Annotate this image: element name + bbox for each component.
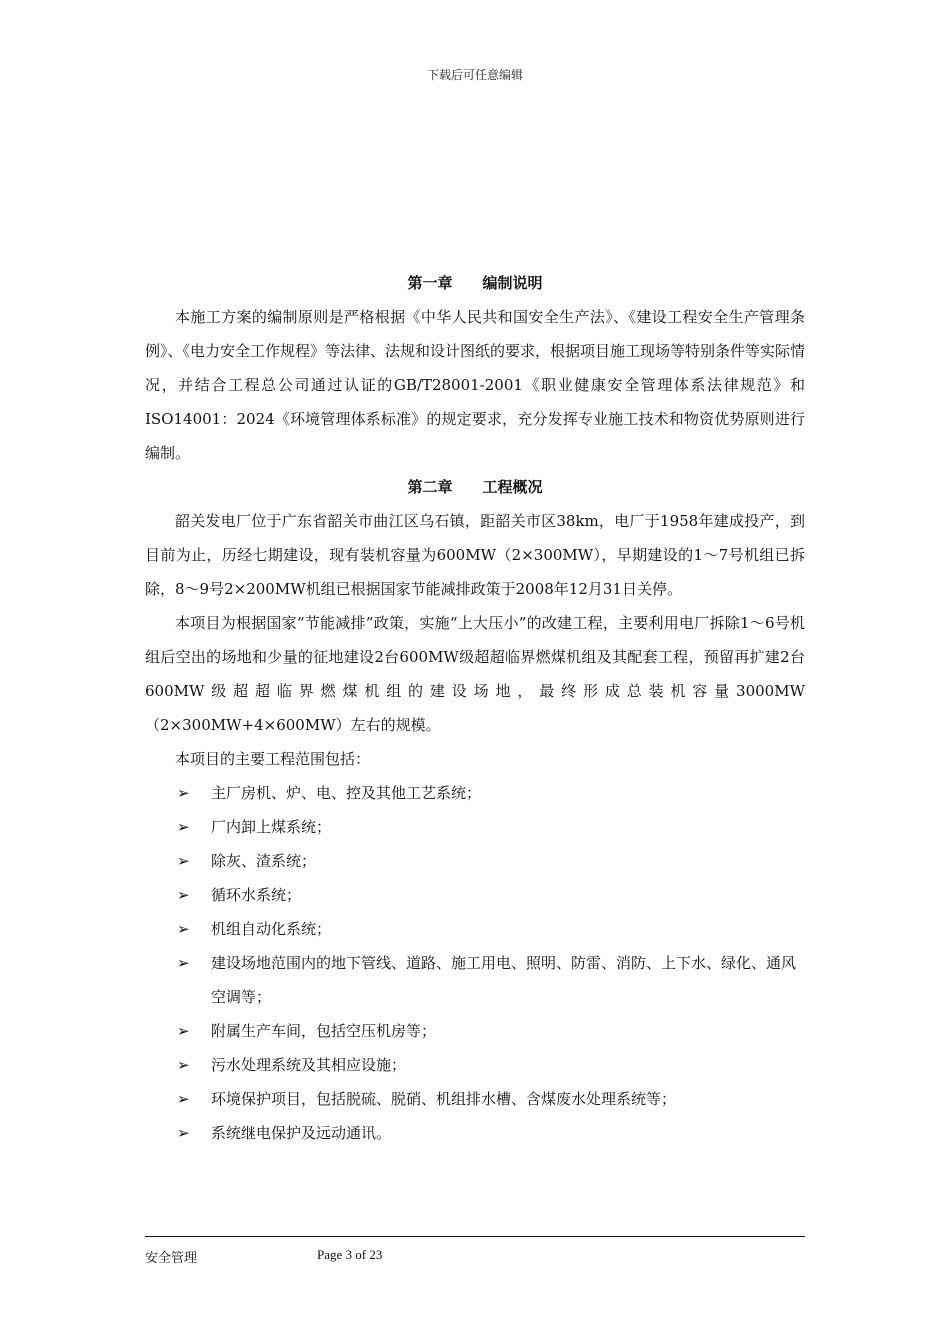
- arrow-bullet-icon: ➢: [177, 1022, 190, 1040]
- header-note: 下载后可任意编辑: [426, 68, 523, 82]
- chapter-2-title: 工程概况: [482, 478, 543, 496]
- arrow-bullet-icon: ➢: [177, 1124, 190, 1142]
- chapter-2-number: 第二章: [407, 478, 453, 496]
- list-item: ➢ 机组自动化系统；: [145, 912, 805, 946]
- chapter-1-number: 第一章: [407, 274, 453, 292]
- arrow-bullet-icon: ➢: [177, 1056, 190, 1074]
- list-item: ➢ 建设场地范围内的地下管线、道路、施工用电、照明、防雷、消防、上下水、绿化、通风空调等；: [145, 946, 805, 1014]
- list-item: ➢ 附属生产车间，包括空压机房等；: [145, 1014, 805, 1048]
- arrow-bullet-icon: ➢: [177, 784, 190, 802]
- arrow-bullet-icon: ➢: [177, 920, 190, 938]
- list-item: ➢ 循环水系统；: [145, 878, 805, 912]
- list-item: ➢ 环境保护项目，包括脱硫、脱硝、机组排水槽、含煤废水处理系统等；: [145, 1082, 805, 1116]
- arrow-bullet-icon: ➢: [177, 1090, 190, 1108]
- list-item: ➢ 厂内卸上煤系统；: [145, 810, 805, 844]
- scope-list: [145, 776, 805, 1150]
- chapter-2-paragraph-1: 韶关发电厂位于广东省韶关市曲江区乌石镇，距韶关市区38km，电厂于1958年建成投产，到目前为止，历经七期建设，现有装机容量为600MW（2×300MW），早期建设的1～7号机组已拆除，8～9号2×200MW机组已根据国家节能减排政策于2008年12月31日关停。: [145, 512, 805, 598]
- footer-section-label: 安全管理: [145, 1250, 198, 1265]
- footer-divider: [145, 1236, 805, 1237]
- list-item: ➢ 污水处理系统及其相应设施；: [145, 1048, 805, 1082]
- list-item: ➢ 系统继电保护及远动通讯。: [145, 1116, 805, 1150]
- list-item: ➢ 主厂房机、炉、电、控及其他工艺系统；: [145, 776, 805, 810]
- chapter-1-paragraph: 本施工方案的编制原则是严格根据《中华人民共和国安全生产法》、《建设工程安全生产管理条例》、《电力安全工作规程》等法律、法规和设计图纸的要求，根据项目施工现场等特别条件等实际情况，并结合工程总公司通过认证的GB/T28001-2001《职业健康安全管理体系法律规范》和ISO14001：2024《环境管理体系标准》的规定要求，充分发挥专业施工技术和物资优势原则进行编制。: [145, 308, 806, 462]
- chapter-2-heading: [145, 470, 805, 504]
- page-number: Page 3 of 23: [317, 1247, 383, 1262]
- arrow-bullet-icon: ➢: [177, 852, 190, 870]
- chapter-2-paragraph-2: 本项目为根据国家“节能减排”政策，实施“上大压小”的改建工程，主要利用电厂拆除1～6号机组后空出的场地和少量的征地建设2台600MW级超超临界燃煤机组及其配套工程，预留再扩建2台600MW级超超临界燃煤机组的建设场地，最终形成总装机容量3000MW（2×300MW+4×600MW）左右的规模。: [145, 614, 805, 734]
- arrow-bullet-icon: ➢: [177, 818, 190, 836]
- arrow-bullet-icon: ➢: [177, 886, 190, 904]
- chapter-1-heading: [145, 266, 805, 300]
- list-item: ➢ 除灰、渣系统；: [145, 844, 805, 878]
- arrow-bullet-icon: ➢: [177, 954, 190, 972]
- chapter-1-title: 编制说明: [482, 274, 543, 292]
- scope-intro: 本项目的主要工程范围包括：: [175, 750, 371, 768]
- document-body: [145, 266, 805, 1150]
